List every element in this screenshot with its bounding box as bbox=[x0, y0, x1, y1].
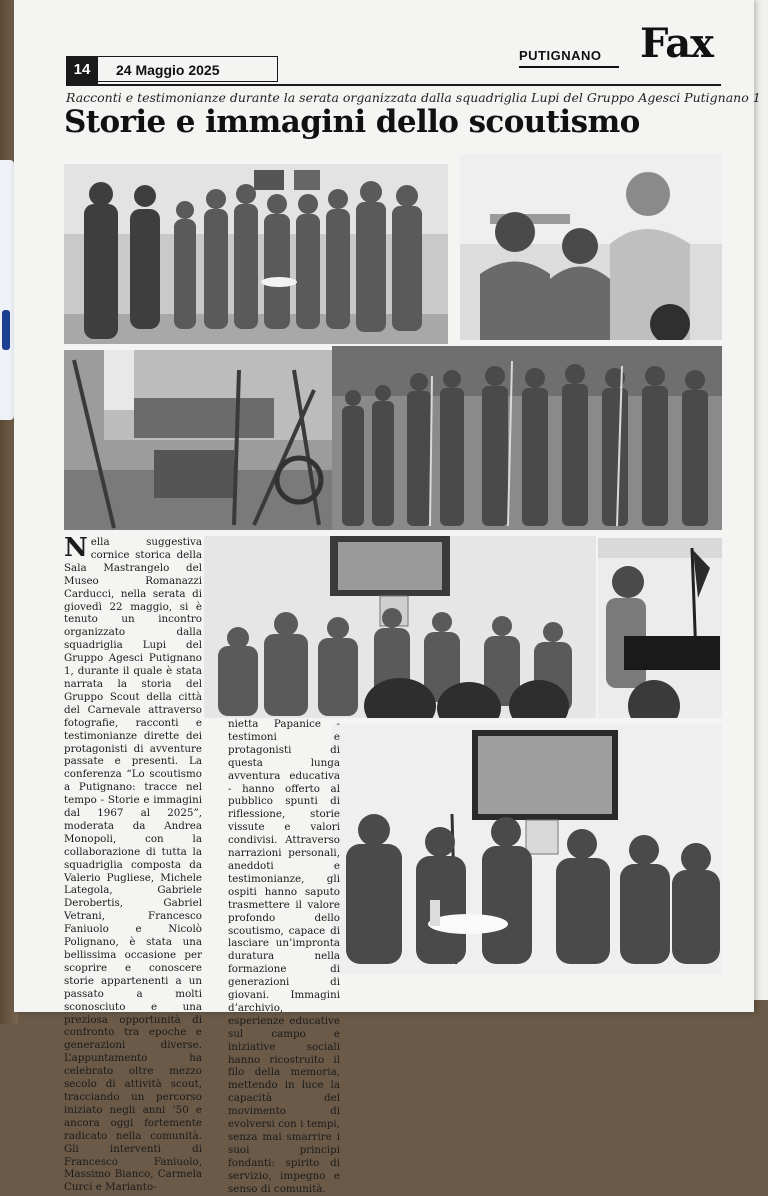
photo-young-speaker bbox=[598, 538, 722, 718]
photo-speakers-seated bbox=[332, 724, 722, 974]
article-column-2 bbox=[228, 718, 340, 1196]
masthead-logo: Fax bbox=[640, 20, 713, 67]
photo-scout-parade bbox=[332, 346, 722, 530]
section-rule bbox=[519, 66, 619, 68]
photo-panel-audience bbox=[204, 536, 596, 718]
page-number: 14 bbox=[66, 56, 98, 84]
article-kicker: Racconti e testimonianze durante la serata organizzata dalla squadriglia Lupi del Gruppo Agesci Putignano 1 bbox=[66, 90, 761, 105]
article-text-2: nietta Papanice - testimoni e protagonisti di questa lunga avventura educativa - hanno offerto al pubblico spunti di riflessione, storie vissute e valori condivisi. Attraverso narrazioni personali, aneddoti e testimonianze, gli ospiti hanno saputo trasmettere il valore profondo dello scoutismo, capace di lasciare un’impronta duratura nella formazione di generazioni di giovani. Immagini d’archivio, esperienze educative sul campo e iniziative sociali hanno ricostruito il filo della memoria, mettendo in luce la capacità del movimento di evolversi con i tempi, senza mai smarrire i suoi principi fondanti: spirito di servizio, impegno e senso di comunità. bbox=[228, 718, 340, 1195]
blue-mark bbox=[2, 310, 10, 350]
article-text-1: ella suggestiva cornice storica della Sala Mastrangelo del Museo Romanazzi Carducci, nella serata di giovedì 22 maggio, si è tenuto un incontro organizzato dalla squadriglia Lupi del Gruppo Agesci Putignano 1, durante il quale è stata narrata la storia del Gruppo Scout della città del Carnevale attraverso fotografie, racconti e testimonianze dirette dei protagonisti di avventure passate e presenti. La conferenza “Lo scoutismo a Putignano: tracce nel tempo - Storie e immagini dal 1967 al 2025”, moderata da Andrea Monopoli, con la collaborazione di tutta la squadriglia composta da Valerio Pugliese, Michele Lategola, Gabriele Derobertis, Gabriel Vetrani, Francesco Faniuolo e Nicolò Polignano, è stata una bellissima occasione per scoprire e conoscere storie appartenenti a un passato a molti sconosciuto e una preziosa opportunità di confronto tra epoche e generazioni diverse. L’appuntamento ha celebrato oltre mezzo secolo di attività scout, tracciando un percorso iniziato negli anni ’50 e ancora oggi fortemente radicato nella comunità. Gli interventi di Francesco Faniuolo, Massimo Bianco, Carmela Curci e Marianto- bbox=[64, 536, 202, 1194]
newspaper-page bbox=[14, 0, 761, 1195]
adjacent-paper-sheet bbox=[0, 160, 14, 420]
article-column-1 bbox=[64, 533, 202, 1194]
photo-museum-exhibit bbox=[64, 350, 332, 530]
photo-speakers-closeup bbox=[460, 154, 722, 340]
header-rule bbox=[66, 84, 721, 86]
issue-date: 24 Maggio 2025 bbox=[98, 56, 278, 82]
section-label: PUTIGNANO bbox=[519, 48, 602, 63]
article-headline: Storie e immagini dello scoutismo bbox=[64, 104, 640, 140]
drop-cap: N bbox=[64, 533, 88, 563]
photo-group-uniforms bbox=[64, 164, 448, 344]
